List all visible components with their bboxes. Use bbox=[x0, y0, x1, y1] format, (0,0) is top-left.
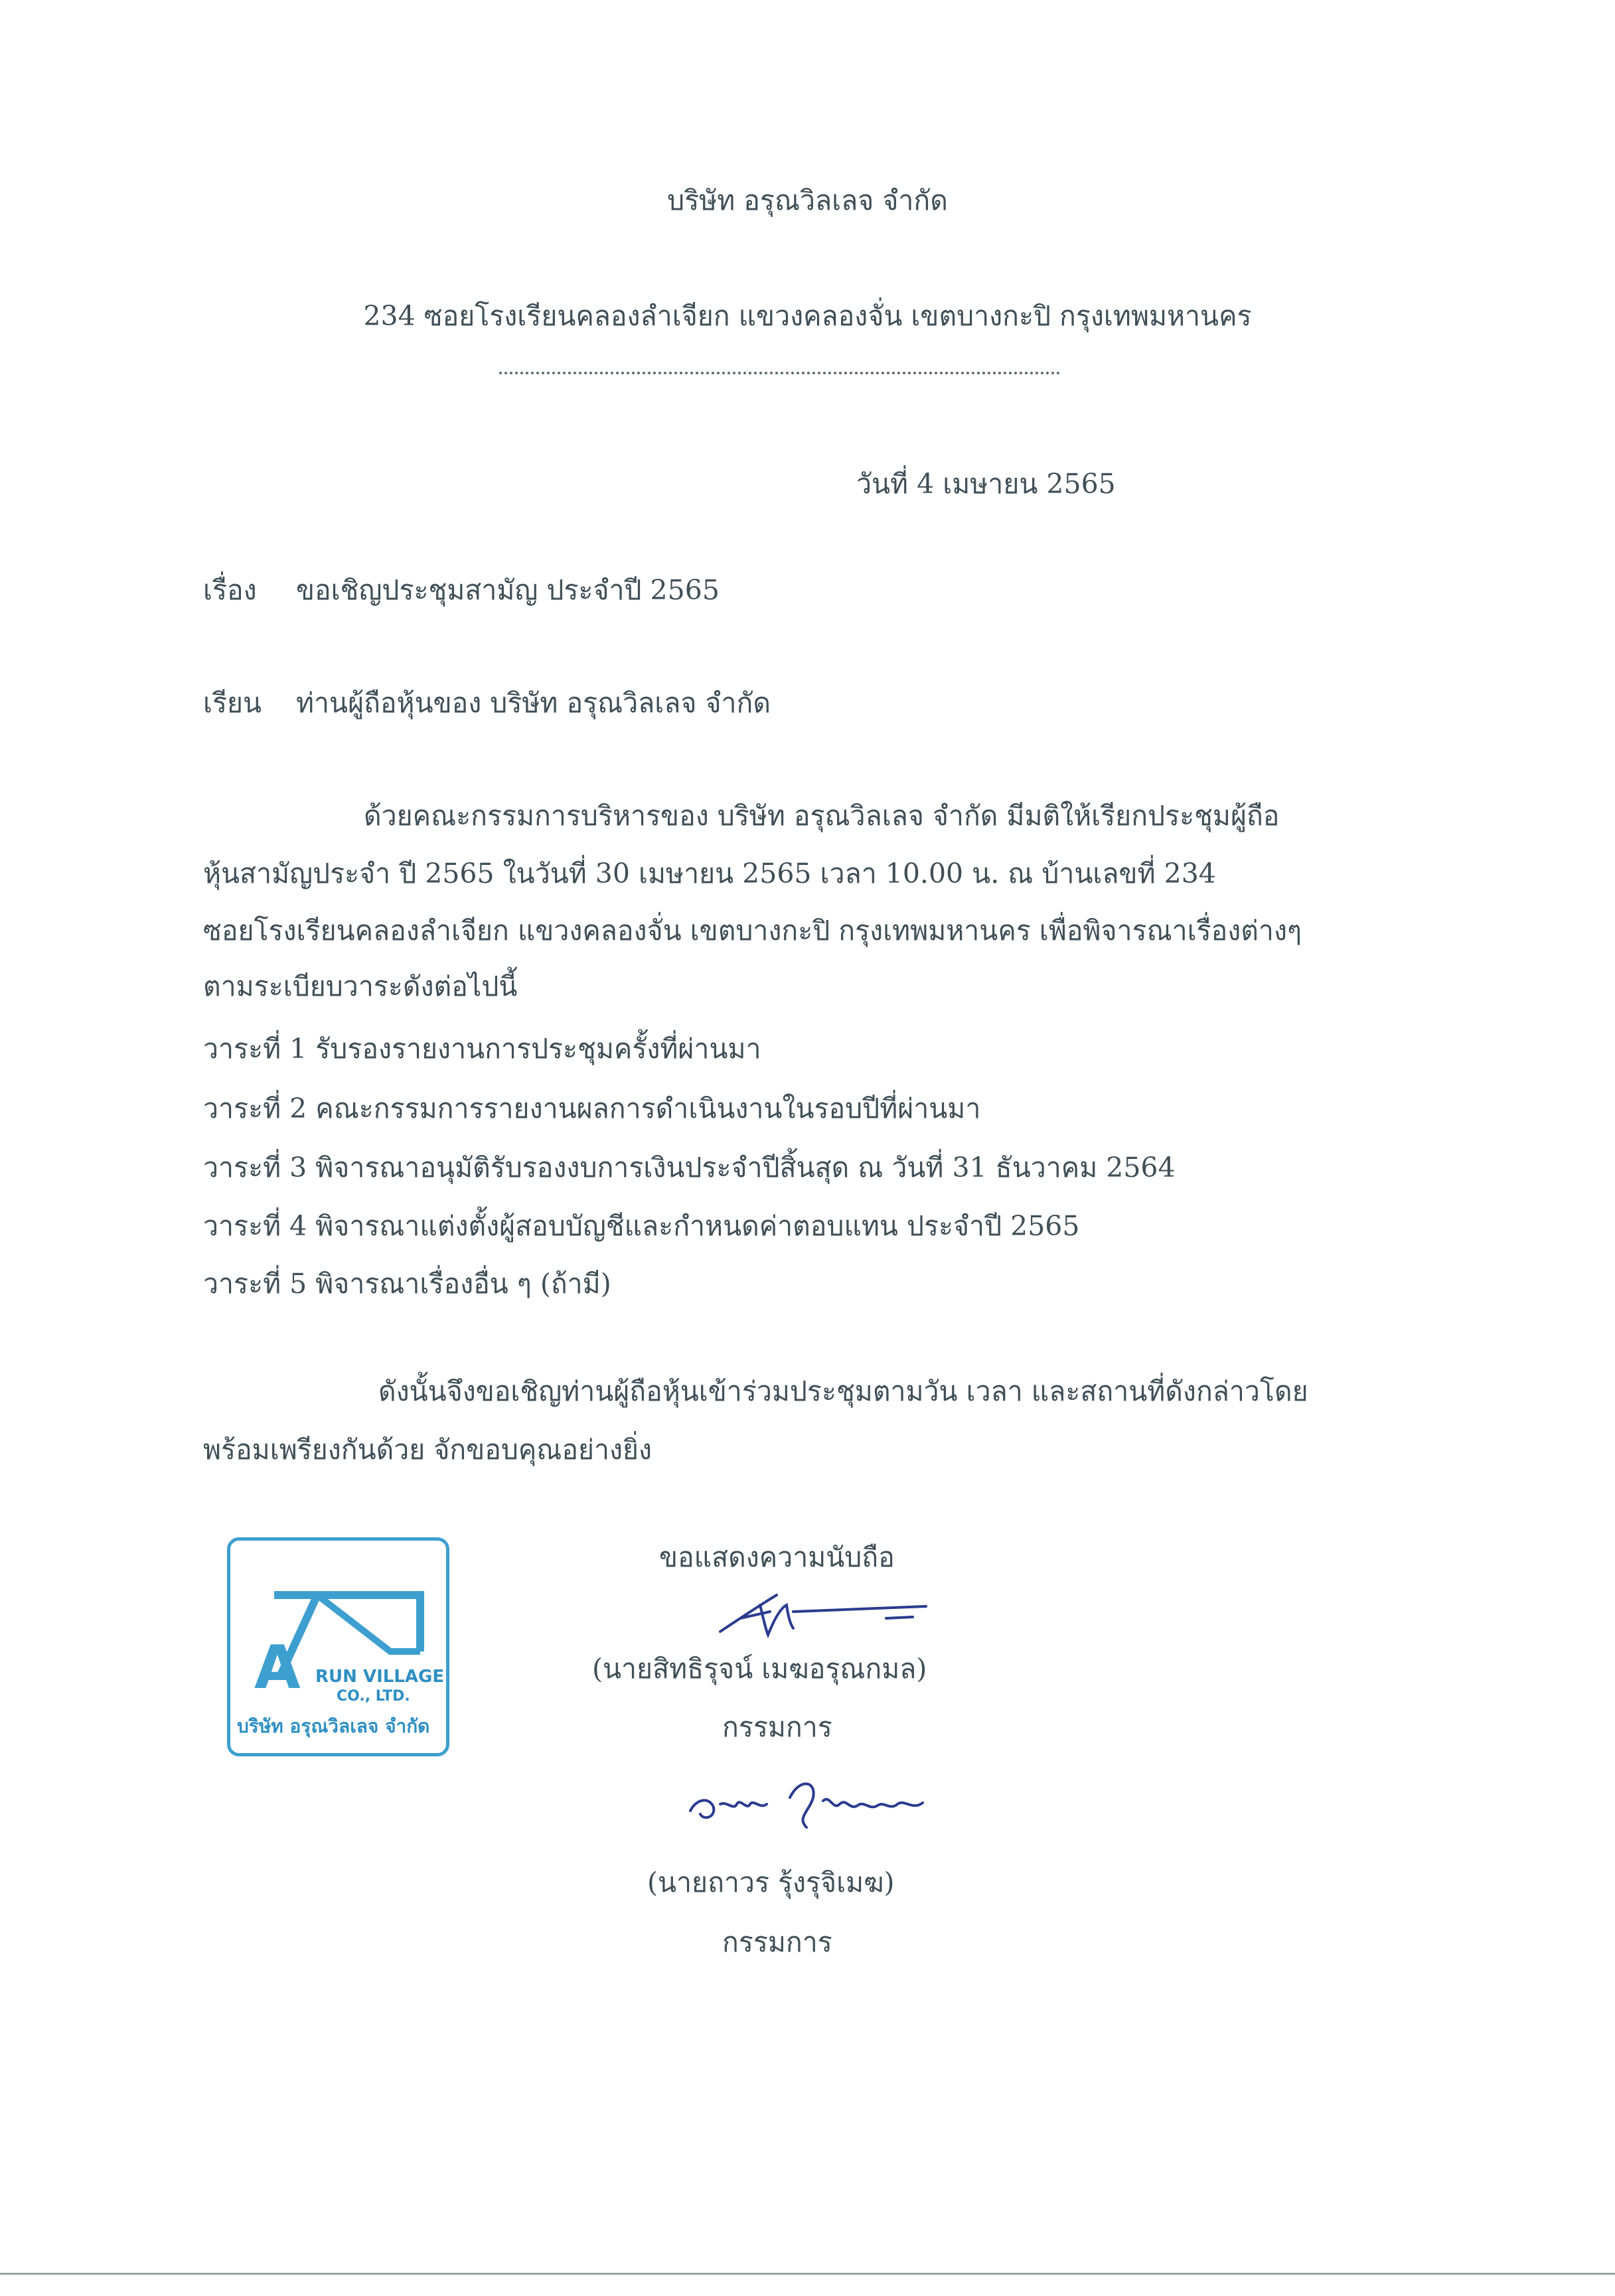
stamp-thai-name: บริษัท อรุณวิลเลจ จำกัด bbox=[237, 1715, 430, 1737]
agenda-item-3: วาระที่ 3 พิจารณาอนุมัติรับรองงบการเงินประจำปีสิ้นสุด ณ วันที่ 31 ธันวาคม 2564 bbox=[203, 1152, 1176, 1184]
regards-text: ขอแสดงความนับถือ bbox=[659, 1541, 895, 1573]
addressee-label: เรียน bbox=[203, 687, 262, 719]
body-line-3: ซอยโรงเรียนคลองลำเจียก แขวงคลองจั่น เขตบางกะปิ กรุงเทพมหานคร เพื่อพิจารณาเรื่องต่างๆ bbox=[203, 915, 1302, 947]
svg-text:A: A bbox=[254, 1633, 301, 1695]
company-name: บริษัท อรุณวิลเลจ จำกัด bbox=[667, 185, 948, 216]
closing-line-2: พร้อมเพรียงกันด้วย จักขอบคุณอย่างยิ่ง bbox=[203, 1434, 653, 1466]
signature-2 bbox=[684, 1771, 949, 1844]
company-stamp bbox=[227, 1537, 449, 1756]
agenda-item-2: วาระที่ 2 คณะกรรมการรายงานผลการดำเนินงานในรอบปีที่ผ่านมา bbox=[203, 1093, 981, 1124]
stamp-company-name: RUN VILLAGE bbox=[315, 1667, 445, 1687]
dotted-divider bbox=[499, 372, 1060, 374]
signature-1 bbox=[714, 1578, 933, 1645]
letter-date: วันที่ 4 เมษายน 2565 bbox=[856, 468, 1116, 500]
body-line-2: หุ้นสามัญประจำ ปี 2565 ในวันที่ 30 เมษายน 2565 เวลา 10.00 น. ณ บ้านเลขที่ 234 bbox=[203, 858, 1216, 889]
addressee-text: ท่านผู้ถือหุ้นของ บริษัท อรุณวิลเลจ จำกัด bbox=[296, 687, 771, 719]
signer-2-title: กรรมการ bbox=[722, 1926, 832, 1958]
body-line-4: ตามระเบียบวาระดังต่อไปนี้ bbox=[203, 970, 518, 1002]
agenda-item-4: วาระที่ 4 พิจารณาแต่งตั้งผู้สอบบัญชีและกำหนดค่าตอบแทน ประจำปี 2565 bbox=[203, 1210, 1080, 1242]
subject-label: เรื่อง bbox=[203, 574, 257, 606]
page-bottom-rule bbox=[0, 2273, 1615, 2275]
subject-text: ขอเชิญประชุมสามัญ ประจำปี 2565 bbox=[296, 574, 720, 606]
agenda-item-5: วาระที่ 5 พิจารณาเรื่องอื่น ๆ (ถ้ามี) bbox=[203, 1268, 611, 1300]
company-address: 234 ซอยโรงเรียนคลองลำเจียก แขวงคลองจั่น เขตบางกะปิ กรุงเทพมหานคร bbox=[363, 300, 1252, 332]
body-line-1: ด้วยคณะกรรมการบริหารของ บริษัท อรุณวิลเลจ จำกัด มีมติให้เรียกประชุมผู้ถือ bbox=[364, 800, 1280, 832]
signer-2-name: (นายถาวร รุ้งรุจิเมฆ) bbox=[647, 1867, 895, 1898]
signer-1-name: (นายสิทธิรุจน์ เมฆอรุณกมล) bbox=[592, 1653, 927, 1685]
closing-line-1: ดังนั้นจึงขอเชิญท่านผู้ถือหุ้นเข้าร่วมประชุมตามวัน เวลา และสถานที่ดังกล่าวโดย bbox=[378, 1375, 1308, 1407]
signer-1-title: กรรมการ bbox=[722, 1711, 832, 1743]
agenda-item-1: วาระที่ 1 รับรองรายงานการประชุมครั้งที่ผ่านมา bbox=[203, 1033, 761, 1065]
stamp-company-suffix: CO., LTD. bbox=[337, 1688, 410, 1705]
